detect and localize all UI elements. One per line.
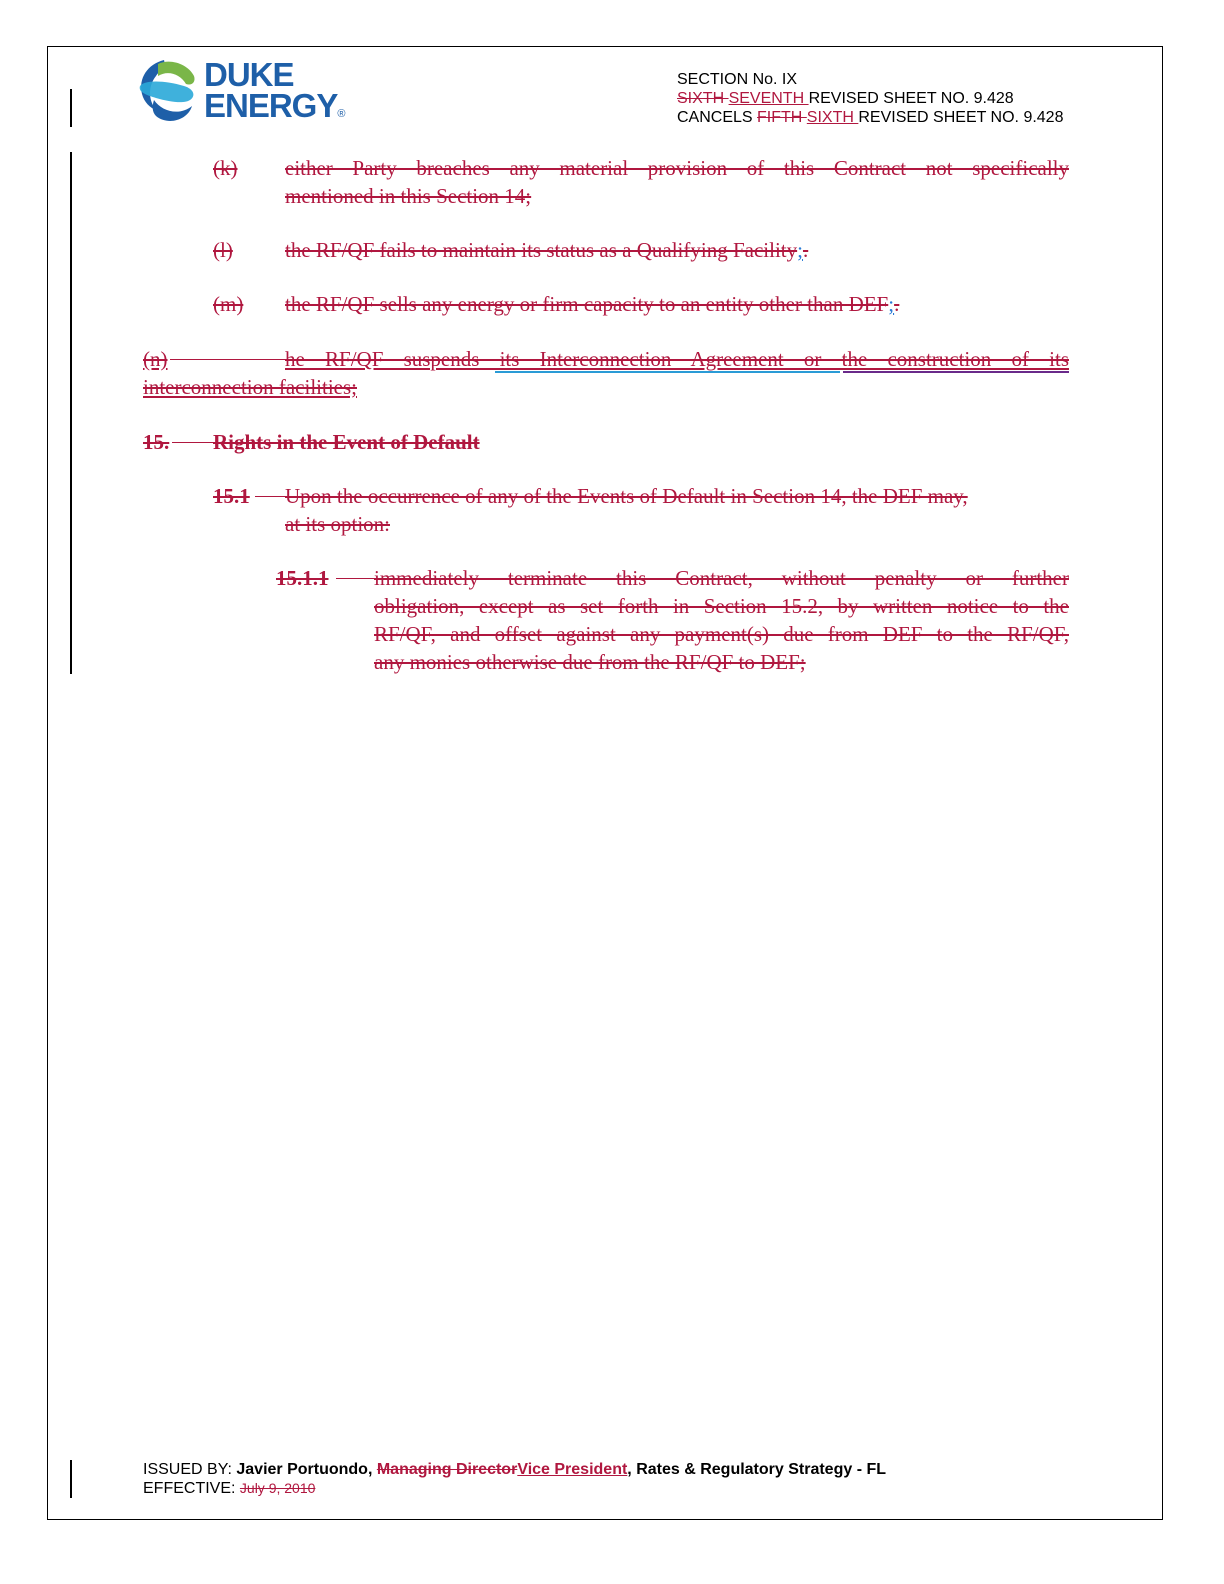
item-k-label: (k): [213, 156, 238, 180]
section-15-1-line1: Upon the occurrence of any of the Events of Default in Section 14, the DEF may,: [285, 484, 968, 508]
section-15-1-1-line1: immediately terminate this Contract, without penalty or further: [374, 566, 1069, 590]
footer-block: [143, 1460, 886, 1498]
item-n-blue-underline: [495, 371, 840, 373]
item-l-label: (l): [213, 238, 233, 262]
item-n-label: (n): [143, 347, 168, 371]
section-15-1-1-line4: any monies otherwise due from the RF/QF to DEF;: [374, 650, 806, 674]
logo-mark-icon: [134, 56, 198, 126]
issuer-name: Javier Portuondo,: [236, 1461, 377, 1478]
section-15-1-1-rule: [336, 578, 374, 579]
cancels-deleted: FIFTH: [757, 109, 807, 126]
section-15-title: Rights in the Event of Default: [213, 430, 480, 454]
effective-line: EFFECTIVE: July 9, 2010: [143, 1480, 316, 1497]
section-15-1-1-line3: RF/QF, and offset against any payment(s) due from DEF to the RF/QF,: [374, 622, 1069, 646]
sheet-inserted: SEVENTH: [728, 90, 809, 107]
section-15-1-1-number: 15.1.1: [276, 566, 329, 590]
section-15-1-rule: [255, 496, 285, 497]
change-bar: [70, 1460, 72, 1498]
item-m-label: (m): [213, 292, 244, 316]
item-l-text: the RF/QF fails to maintain its status as a Qualifying Facility;.: [285, 238, 809, 262]
item-n-line2: interconnection facilities;: [143, 375, 357, 399]
logo-line-energy: ENERGY®: [204, 87, 346, 124]
cancels-inserted: SIXTH: [806, 109, 859, 126]
section-15-1-1-line2: obligation, except as set forth in Section 15.2, by written notice to the: [374, 594, 1069, 618]
section-number: SECTION No. IX: [677, 71, 798, 88]
page-border: [47, 46, 1163, 1520]
sheet-deleted: SIXTH: [677, 90, 729, 107]
header-block: [677, 70, 1063, 127]
section-15-number: 15.: [143, 430, 170, 454]
revised-sheet-line: SIXTH SEVENTH REVISED SHEET NO. 9.428: [677, 90, 1014, 107]
item-n-purple-underline: [843, 371, 1069, 373]
change-bar: [70, 89, 72, 127]
change-bar: [70, 152, 72, 674]
item-n-line1: he RF/QF suspends its Interconnection Agreement or the construction of its: [285, 347, 1069, 371]
issuer-title-inserted: Vice President: [517, 1461, 628, 1478]
effective-date-deleted: July 9, 2010: [239, 1480, 316, 1496]
item-n-line1-rule: [170, 359, 285, 360]
duke-energy-logo: [134, 56, 344, 126]
cancels-line: CANCELS FIFTH SIXTH REVISED SHEET NO. 9.428: [677, 109, 1064, 126]
issuer-title-deleted: Managing Director: [376, 1461, 518, 1478]
logo-line-duke: DUKE: [204, 56, 294, 93]
section-15-1-number: 15.1: [213, 484, 250, 508]
item-k-line1: either Party breaches any material provision of this Contract not specifically: [285, 156, 1069, 180]
issued-by-line: ISSUED BY: Javier Portuondo, Managing DirectorVice President, Rates & Regulatory Strategy - FL: [143, 1461, 887, 1478]
section-15-rule: [172, 442, 213, 443]
section-15-1-line2: at its option:: [285, 512, 390, 536]
item-k-line2: mentioned in this Section 14;: [285, 184, 532, 208]
item-m-text: the RF/QF sells any energy or firm capacity to an entity other than DEF;.: [285, 292, 900, 316]
